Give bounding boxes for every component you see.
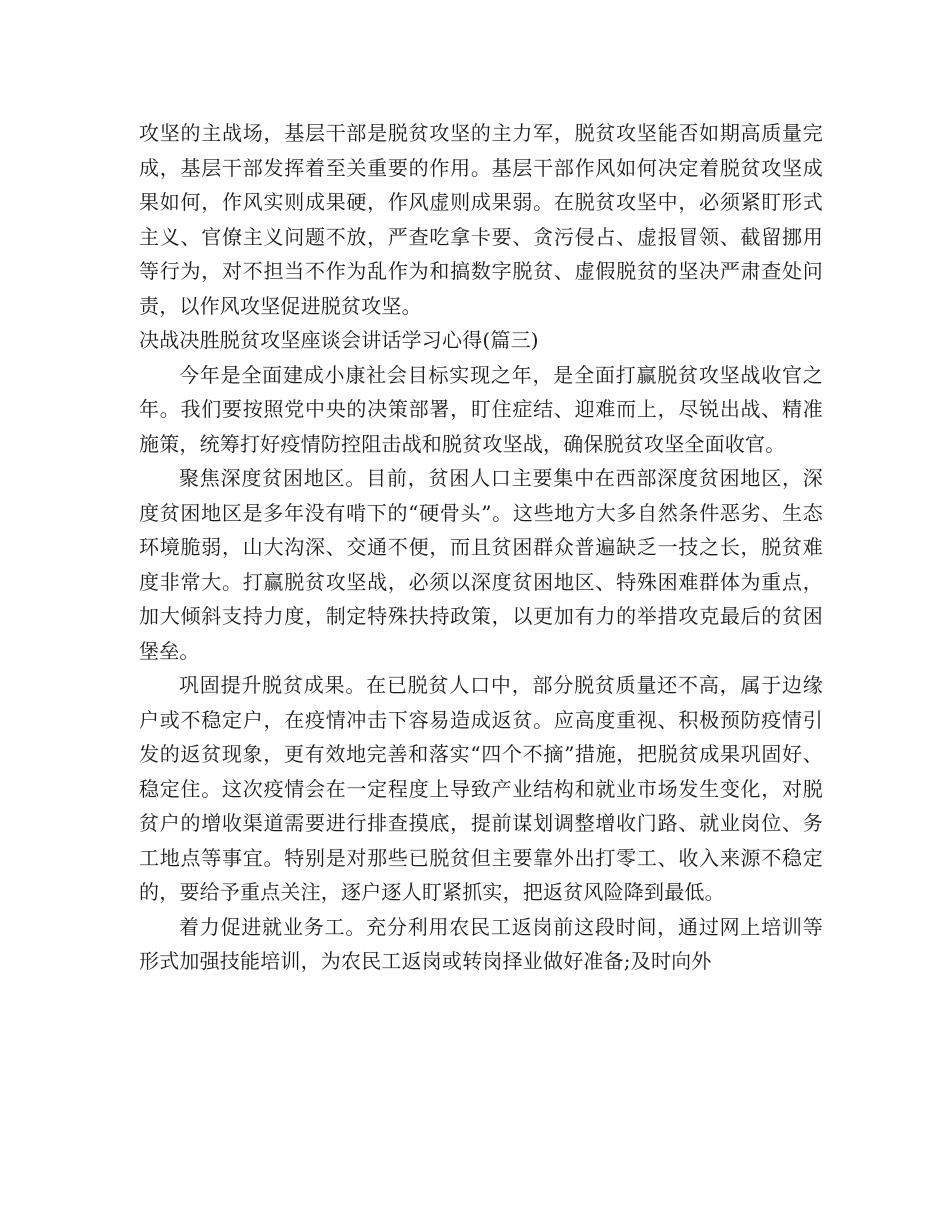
paragraph-deep-poverty: 聚焦深度贫困地区。目前，贫困人口主要集中在西部深度贫困地区，深度贫困地区是多年没有啃下的“硬骨头”。这些地方大多自然条件恶劣、生态环境脆弱，山大沟深、交通不便，而且贫困群众普遍缺乏一技之长，脱贫难度非常大。打赢脱贫攻坚战，必须以深度贫困地区、特殊困难群体为重点，加大倾斜支持力度，制定特殊扶持政策，以更加有力的举措攻克最后的贫困堡垒。 — [139, 466, 823, 663]
paragraph-intro: 今年是全面建成小康社会目标实现之年，是全面打赢脱贫攻坚战收官之年。我们要按照党中央的决策部署，盯住症结、迎难而上，尽锐出战、精准施策，统筹打好疫情防控阻击战和脱贫攻坚战，确保脱贫攻坚全面收官。 — [139, 362, 823, 456]
paragraph-consolidate: 巩固提升脱贫成果。在已脱贫人口中，部分脱贫质量还不高，属于边缘户或不稳定户，在疫情冲击下容易造成返贫。应高度重视、积极预防疫情引发的返贫现象，更有效地完善和落实“四个不摘”措施，把脱贫成果巩固好、稳定住。这次疫情会在一定程度上导致产业结构和就业市场发生变化，对脱贫户的增收渠道需要进行排查摸底，提前谋划调整增收门路、就业岗位、务工地点等事宜。特别是对那些已脱贫但主要靠外出打零工、收入来源不稳定的，要给予重点关注，逐户逐人盯紧抓实，把返贫风险降到最低。 — [139, 673, 823, 904]
document-page — [139, 116, 823, 979]
paragraph-employment: 着力促进就业务工。充分利用农民工返岗前这段时间，通过网上培训等形式加强技能培训，为农民工返岗或转岗择业做好准备;及时向外 — [139, 914, 823, 973]
section-heading: 决战决胜脱贫攻坚座谈会讲话学习心得(篇三) — [139, 328, 539, 352]
paragraph-continuation: 攻坚的主战场，基层干部是脱贫攻坚的主力军，脱贫攻坚能否如期高质量完成，基层干部发挥着至关重要的作用。基层干部作风如何决定着脱贫攻坚成果如何，作风实则成果硬，作风虚则成果弱。在脱贫攻坚中，必须紧盯形式主义、官僚主义问题不放，严查吃拿卡要、贪污侵占、虚报冒领、截留挪用等行为，对不担当不作为乱作为和搞数字脱贫、虚假脱贫的坚决严肃查处问责，以作风攻坚促进脱贫攻坚。 — [139, 121, 823, 318]
